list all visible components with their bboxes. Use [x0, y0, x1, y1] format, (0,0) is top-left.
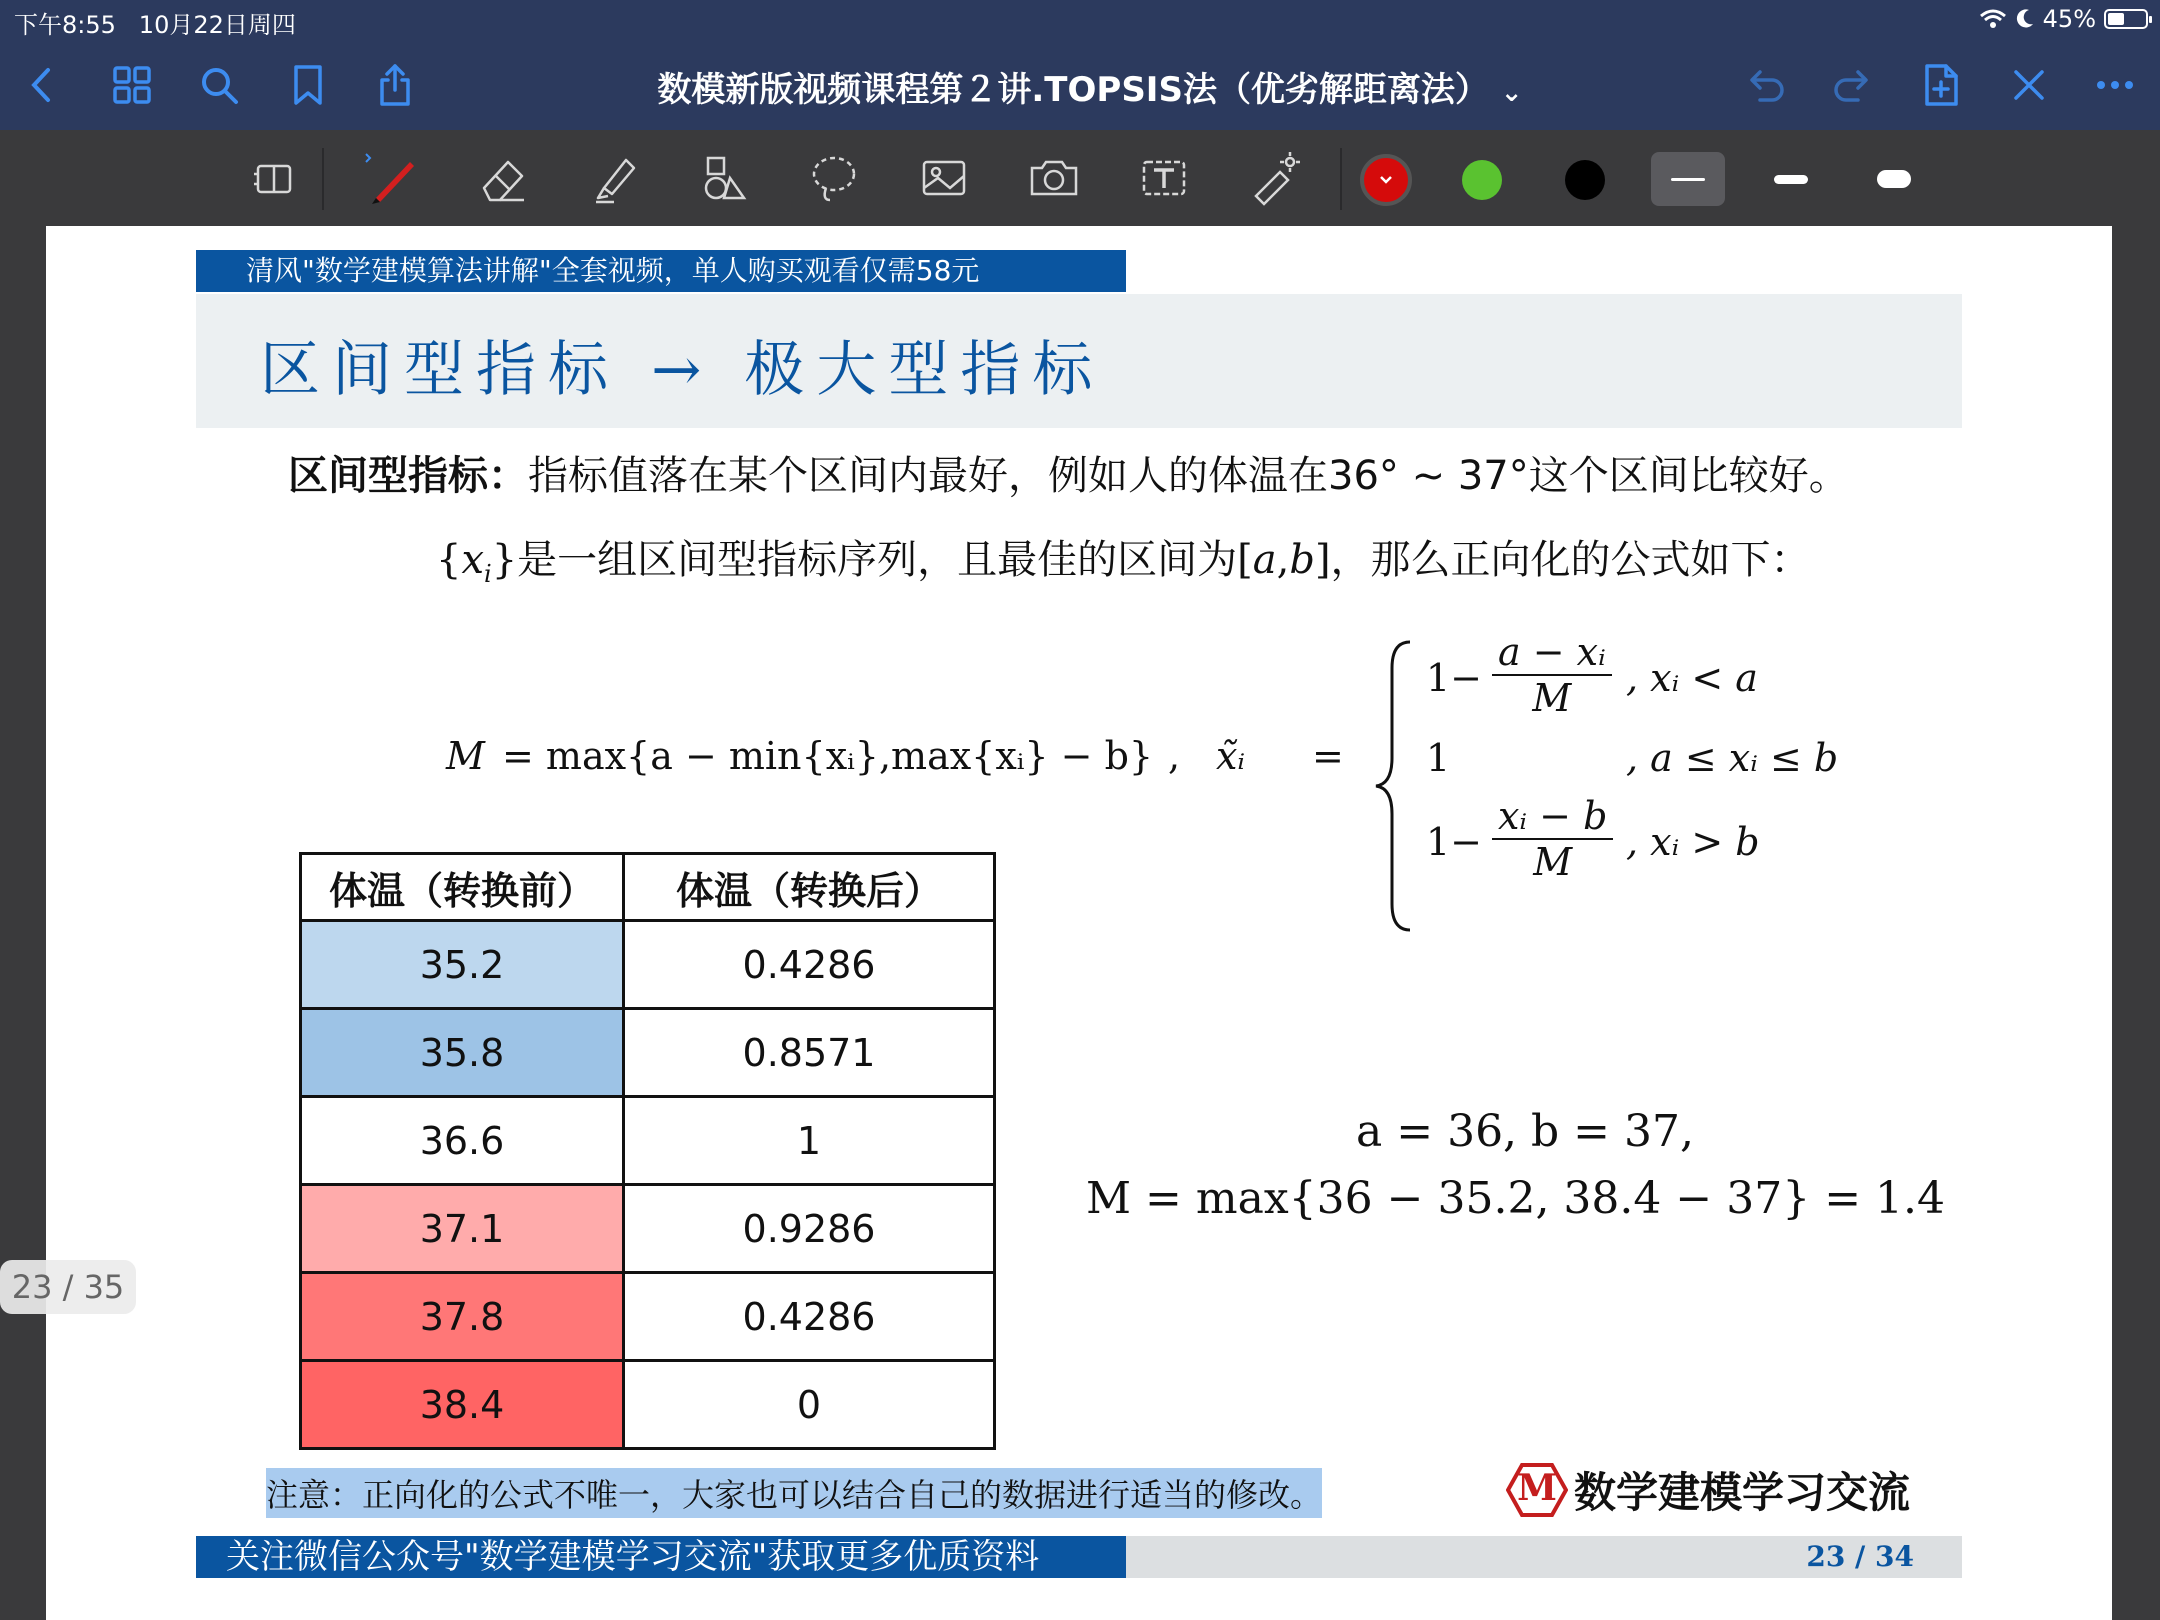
battery-icon: [2104, 9, 2148, 29]
case1-denominator: M: [1532, 676, 1572, 720]
logo-letter: M: [1517, 1467, 1557, 1509]
grid-icon[interactable]: [109, 62, 155, 108]
close-pen-icon[interactable]: [2006, 62, 2052, 108]
seq-var: x: [461, 537, 485, 583]
formula-lhs: M: [446, 734, 485, 778]
document-page[interactable]: [46, 226, 2112, 1620]
nav-bar: [0, 40, 2160, 130]
bookmark-icon[interactable]: [285, 62, 331, 108]
cell-before: 35.8: [301, 1009, 624, 1097]
share-icon[interactable]: [372, 62, 418, 108]
case3-condition: , xᵢ > b: [1626, 820, 1760, 864]
case3-prefix: 1−: [1426, 820, 1483, 864]
bottom-band: [1126, 1536, 1962, 1578]
cell-before: 37.1: [301, 1185, 624, 1273]
seq-pre: {: [436, 537, 462, 583]
search-icon[interactable]: [196, 62, 242, 108]
table-row: [301, 1185, 995, 1273]
color-swatch-green[interactable]: [1462, 160, 1502, 200]
cell-before: 38.4: [301, 1361, 624, 1449]
case1-fraction: [1492, 630, 1612, 720]
status-bar: [0, 0, 2160, 40]
highlighter-icon[interactable]: [584, 148, 644, 208]
case2-value: 1: [1426, 736, 1451, 780]
pen-tool-icon[interactable]: [362, 148, 422, 208]
table-row: [301, 1097, 995, 1185]
stroke-width-thick[interactable]: [1857, 152, 1931, 206]
top-banner-text: 清风"数学建模算法讲解"全套视频，单人购买观看仅需58元: [246, 254, 980, 287]
more-icon[interactable]: [2092, 62, 2138, 108]
table-row: [301, 1273, 995, 1361]
lasso-icon[interactable]: [804, 148, 864, 208]
laser-pointer-icon[interactable]: [1244, 148, 1304, 208]
case1-condition: , xᵢ < a: [1626, 656, 1758, 700]
definition-line: [288, 444, 1849, 501]
case1-numerator: a − xᵢ: [1492, 630, 1612, 676]
toolbar-divider: [1340, 148, 1342, 210]
chevron-down-icon: [1364, 158, 1408, 202]
formula-m-definition: = max{a − min{xᵢ},max{xᵢ} − b}: [502, 734, 1154, 778]
table-row: [301, 1009, 995, 1097]
definition-text: 指标值落在某个区间内最好，例如人的体温在36° ~ 37°这个区间比较好。: [528, 453, 1849, 499]
cell-after: 0.4286: [624, 921, 995, 1009]
stroke-width-thin[interactable]: [1651, 152, 1725, 206]
formula-xtilde: x̃ᵢ: [1216, 734, 1246, 778]
add-page-icon[interactable]: [1918, 62, 1964, 108]
slide-number: 23 / 34: [1806, 1540, 1914, 1573]
example-line-2: M = max{36 − 35.2, 38.4 − 37} = 1.4: [1086, 1173, 1946, 1224]
cell-before: 37.8: [301, 1273, 624, 1361]
table-header-before: 体温（转换前）: [301, 854, 624, 921]
logo-text: 数学建模学习交流: [1574, 1468, 1911, 1517]
image-icon[interactable]: [914, 148, 974, 208]
logo-hexagon-icon: [1506, 1461, 1568, 1519]
brand-logo: [1506, 1460, 1910, 1520]
moon-icon: [2015, 8, 2035, 30]
status-right: [1979, 5, 2148, 33]
page-indicator: 23 / 35: [0, 1260, 136, 1314]
worked-example: [1086, 1106, 1945, 1224]
document-title-text: 数模新版视频课程第２讲.TOPSIS法（优劣解距离法）: [657, 70, 1489, 110]
seq-comma: ,: [1276, 537, 1290, 583]
seq-mid: }是一组区间型指标序列，且最佳的区间为[: [491, 537, 1253, 583]
seq-post: ]，那么正向化的公式如下：: [1314, 537, 1811, 583]
wifi-icon: [1979, 8, 2007, 30]
seq-sub: i: [484, 560, 492, 588]
toolbar-divider: [322, 148, 324, 210]
slide-title: 区间型指标 → 极大型指标: [260, 335, 1105, 405]
case1-prefix: 1−: [1426, 656, 1483, 700]
seq-b: b: [1289, 537, 1315, 583]
definition-label: 区间型指标：: [288, 453, 528, 499]
shapes-icon[interactable]: [694, 148, 754, 208]
example-line-1: a = 36, b = 37,: [1356, 1106, 1695, 1157]
bottom-banner-text: 关注微信公众号"数学建模学习交流"获取更多优质资料: [226, 1537, 1040, 1577]
top-banner: [196, 250, 1126, 292]
table-row: [301, 1361, 995, 1449]
undo-icon[interactable]: [1742, 62, 1788, 108]
cell-before: 35.2: [301, 921, 624, 1009]
eraser-icon[interactable]: [474, 148, 534, 208]
battery-fill: [2108, 13, 2124, 25]
color-swatch-black[interactable]: [1565, 160, 1605, 200]
temperature-table: [299, 852, 996, 1450]
case3-numerator: xᵢ − b: [1492, 794, 1613, 840]
left-brace-icon: [1372, 638, 1416, 934]
status-time: 下午8:55: [14, 11, 116, 39]
cell-after: 0.8571: [624, 1009, 995, 1097]
cell-after: 0: [624, 1361, 995, 1449]
annotation-toolbar: [0, 130, 2160, 226]
cell-after: 1: [624, 1097, 995, 1185]
text-tool-icon[interactable]: [1134, 148, 1194, 208]
back-icon[interactable]: [20, 62, 66, 108]
case3-fraction: [1492, 794, 1613, 884]
bottom-banner: [196, 1536, 1126, 1578]
document-title[interactable]: [650, 62, 1530, 111]
cell-before: 36.6: [301, 1097, 624, 1185]
note-highlight: 注意：正向化的公式不唯一，大家也可以结合自己的数据进行适当的修改。: [266, 1468, 1322, 1518]
formula-separator: ,: [1168, 734, 1181, 778]
read-mode-icon[interactable]: [244, 148, 304, 208]
title-chevron-icon[interactable]: ⌄: [1500, 78, 1523, 108]
sequence-line: [436, 528, 1811, 588]
cell-after: 0.9286: [624, 1185, 995, 1273]
camera-icon[interactable]: [1024, 148, 1084, 208]
color-swatch-red[interactable]: [1360, 154, 1412, 206]
redo-icon[interactable]: [1830, 62, 1876, 108]
table-header-after: 体温（转换后）: [624, 854, 995, 921]
formula-equals: =: [1312, 734, 1344, 778]
table-header-row: [301, 854, 995, 921]
table-row: [301, 921, 995, 1009]
battery-percent: 45%: [2042, 5, 2096, 33]
cell-after: 0.4286: [624, 1273, 995, 1361]
status-left: [14, 5, 296, 40]
case3-denominator: M: [1533, 840, 1573, 884]
case2-condition: , a ≤ xᵢ ≤ b: [1626, 736, 1839, 780]
stroke-width-medium[interactable]: [1754, 152, 1828, 206]
seq-a: a: [1252, 537, 1277, 583]
title-band: [196, 294, 1962, 428]
status-date: 10月22日周四: [138, 11, 296, 39]
